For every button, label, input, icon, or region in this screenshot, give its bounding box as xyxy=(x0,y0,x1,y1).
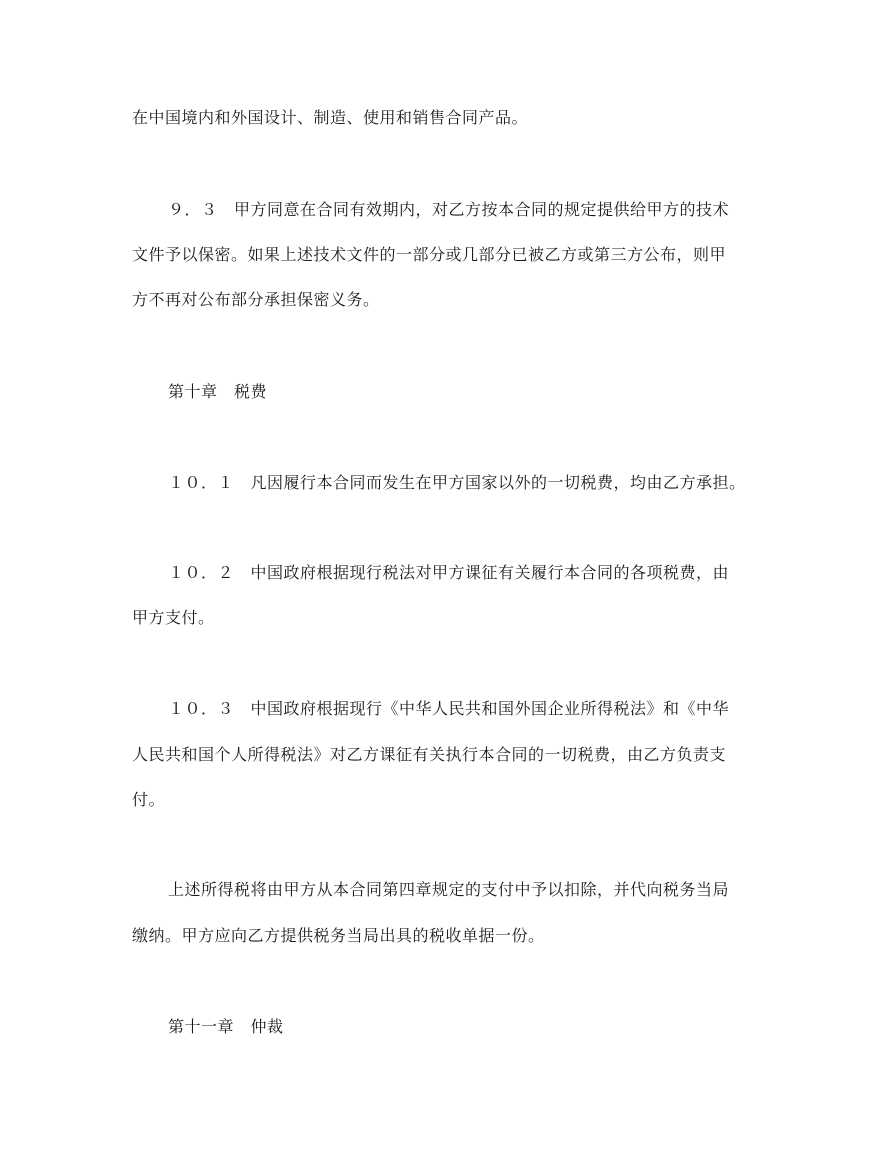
tax-deduction-line-2: 缴纳。甲方应向乙方提供税务当局出具的税收单据一份。 xyxy=(132,926,545,945)
clause-10-2-line-2: 甲方支付。 xyxy=(132,608,215,627)
tax-deduction-line-1: 上述所得税将由甲方从本合同第四章规定的支付中予以扣除，并代向税务当局 xyxy=(168,880,730,899)
clause-9-3-line-2: 文件予以保密。如果上述技术文件的一部分或几部分已被乙方或第三方公布，则甲 xyxy=(132,245,727,264)
paragraph-line: 在中国境内和外国设计、制造、使用和销售合同产品。 xyxy=(132,108,529,127)
clause-9-3-line-1: ９．３ 甲方同意在合同有效期内，对乙方按本合同的规定提供给甲方的技术 xyxy=(168,200,730,219)
clause-10-2-line-1: １０．２ 中国政府根据现行税法对甲方课征有关履行本合同的各项税费，由 xyxy=(168,563,730,582)
clause-10-1-line-1: １０．１ 凡因履行本合同而发生在甲方国家以外的一切税费，均由乙方承担。 xyxy=(168,473,746,492)
clause-9-3-line-3: 方不再对公布部分承担保密义务。 xyxy=(132,290,380,309)
chapter-10-heading: 第十章 税费 xyxy=(168,382,268,401)
clause-10-3-line-2: 人民共和国个人所得税法》对乙方课征有关执行本合同的一切税费，由乙方负责支 xyxy=(132,745,727,764)
clause-10-3-line-3: 付。 xyxy=(132,790,166,809)
clause-10-3-line-1: １０．３ 中国政府根据现行《中华人民共和国外国企业所得税法》和《中华 xyxy=(168,699,730,718)
chapter-11-heading: 第十一章 仲裁 xyxy=(168,1017,284,1036)
